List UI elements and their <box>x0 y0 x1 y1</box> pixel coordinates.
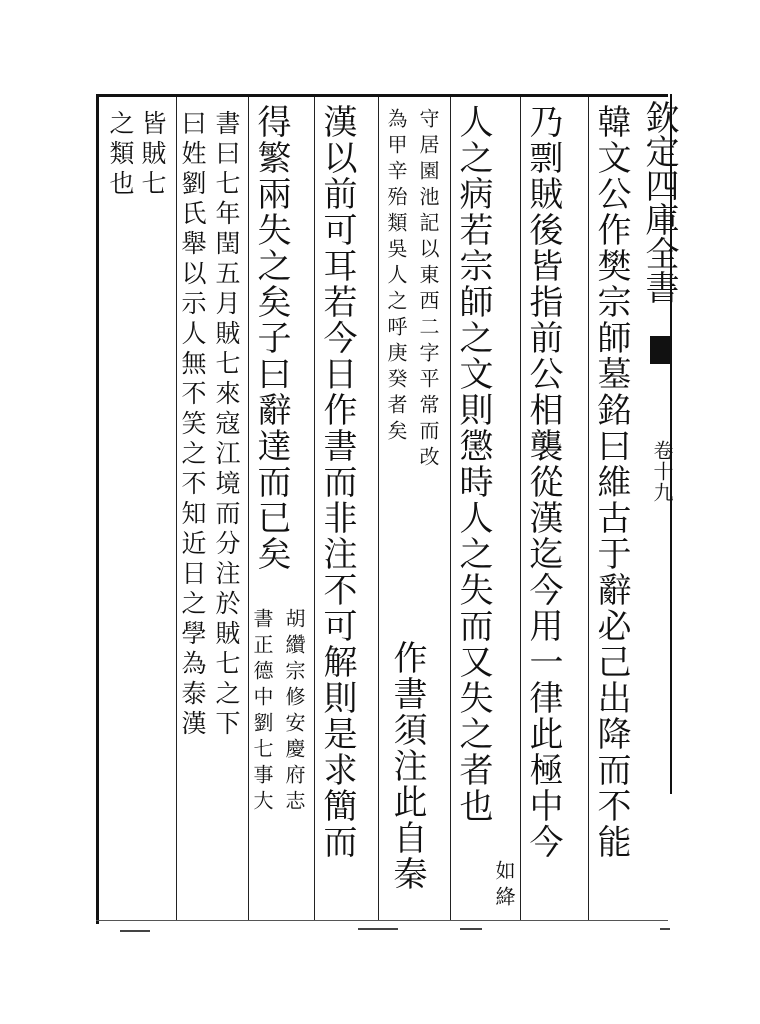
column-rule <box>450 97 451 920</box>
annotation-note: 為甲辛殆類吳人之呼庚癸者矣 <box>384 108 408 446</box>
text-column-1: 韓文公作樊宗師墓銘曰維古于辭必己出降而不能 <box>591 104 631 860</box>
frame-top-border <box>96 94 668 97</box>
scan-speck <box>460 928 482 930</box>
column-rule <box>314 97 315 920</box>
column-rule <box>176 97 177 920</box>
text-column-3: 人之病若宗師之文則懲時人之失而又失之者也 <box>453 104 493 824</box>
column-rule <box>520 97 521 920</box>
juan-number: 卷十九 <box>650 440 674 503</box>
fishtail-mark <box>650 336 672 364</box>
book-title: 欽定四庫全書 <box>639 100 679 304</box>
annotation-note: 如絳 <box>492 860 516 912</box>
annotation-note: 胡纘宗修安慶府志 <box>282 608 306 816</box>
annotation-note: 書正德中劉七事大 <box>250 608 274 816</box>
text-column-2: 乃剽賊後皆指前公相襲從漢迄今用一律此極中今 <box>523 104 563 860</box>
text-column-9b: 之類也 <box>106 110 135 200</box>
frame-left-border <box>96 94 99 924</box>
scan-speck <box>660 928 670 930</box>
text-column-5: 漢以前可耳若今日作書而非注不可解則是求簡而 <box>317 104 357 860</box>
column-rule <box>378 97 379 920</box>
frame-bottom-border <box>96 920 668 921</box>
text-column-9a: 皆賊七 <box>138 110 167 200</box>
scan-speck <box>120 930 150 932</box>
scan-speck <box>358 928 398 930</box>
column-rule <box>588 97 589 920</box>
text-column-4: 作書須注此自秦 <box>387 640 427 892</box>
text-column-6: 得繁兩失之矣子曰辭達而已矣 <box>251 104 291 572</box>
text-column-7: 書曰七年閏五月賊七來寇江境而分注於賊七之下 <box>212 110 241 740</box>
column-rule <box>248 97 249 920</box>
text-column-8: 曰姓劉氏舉以示人無不笑之不知近日之學為泰漢 <box>178 110 207 740</box>
annotation-note: 守居園池記以東西二字平常而改 <box>416 108 440 472</box>
